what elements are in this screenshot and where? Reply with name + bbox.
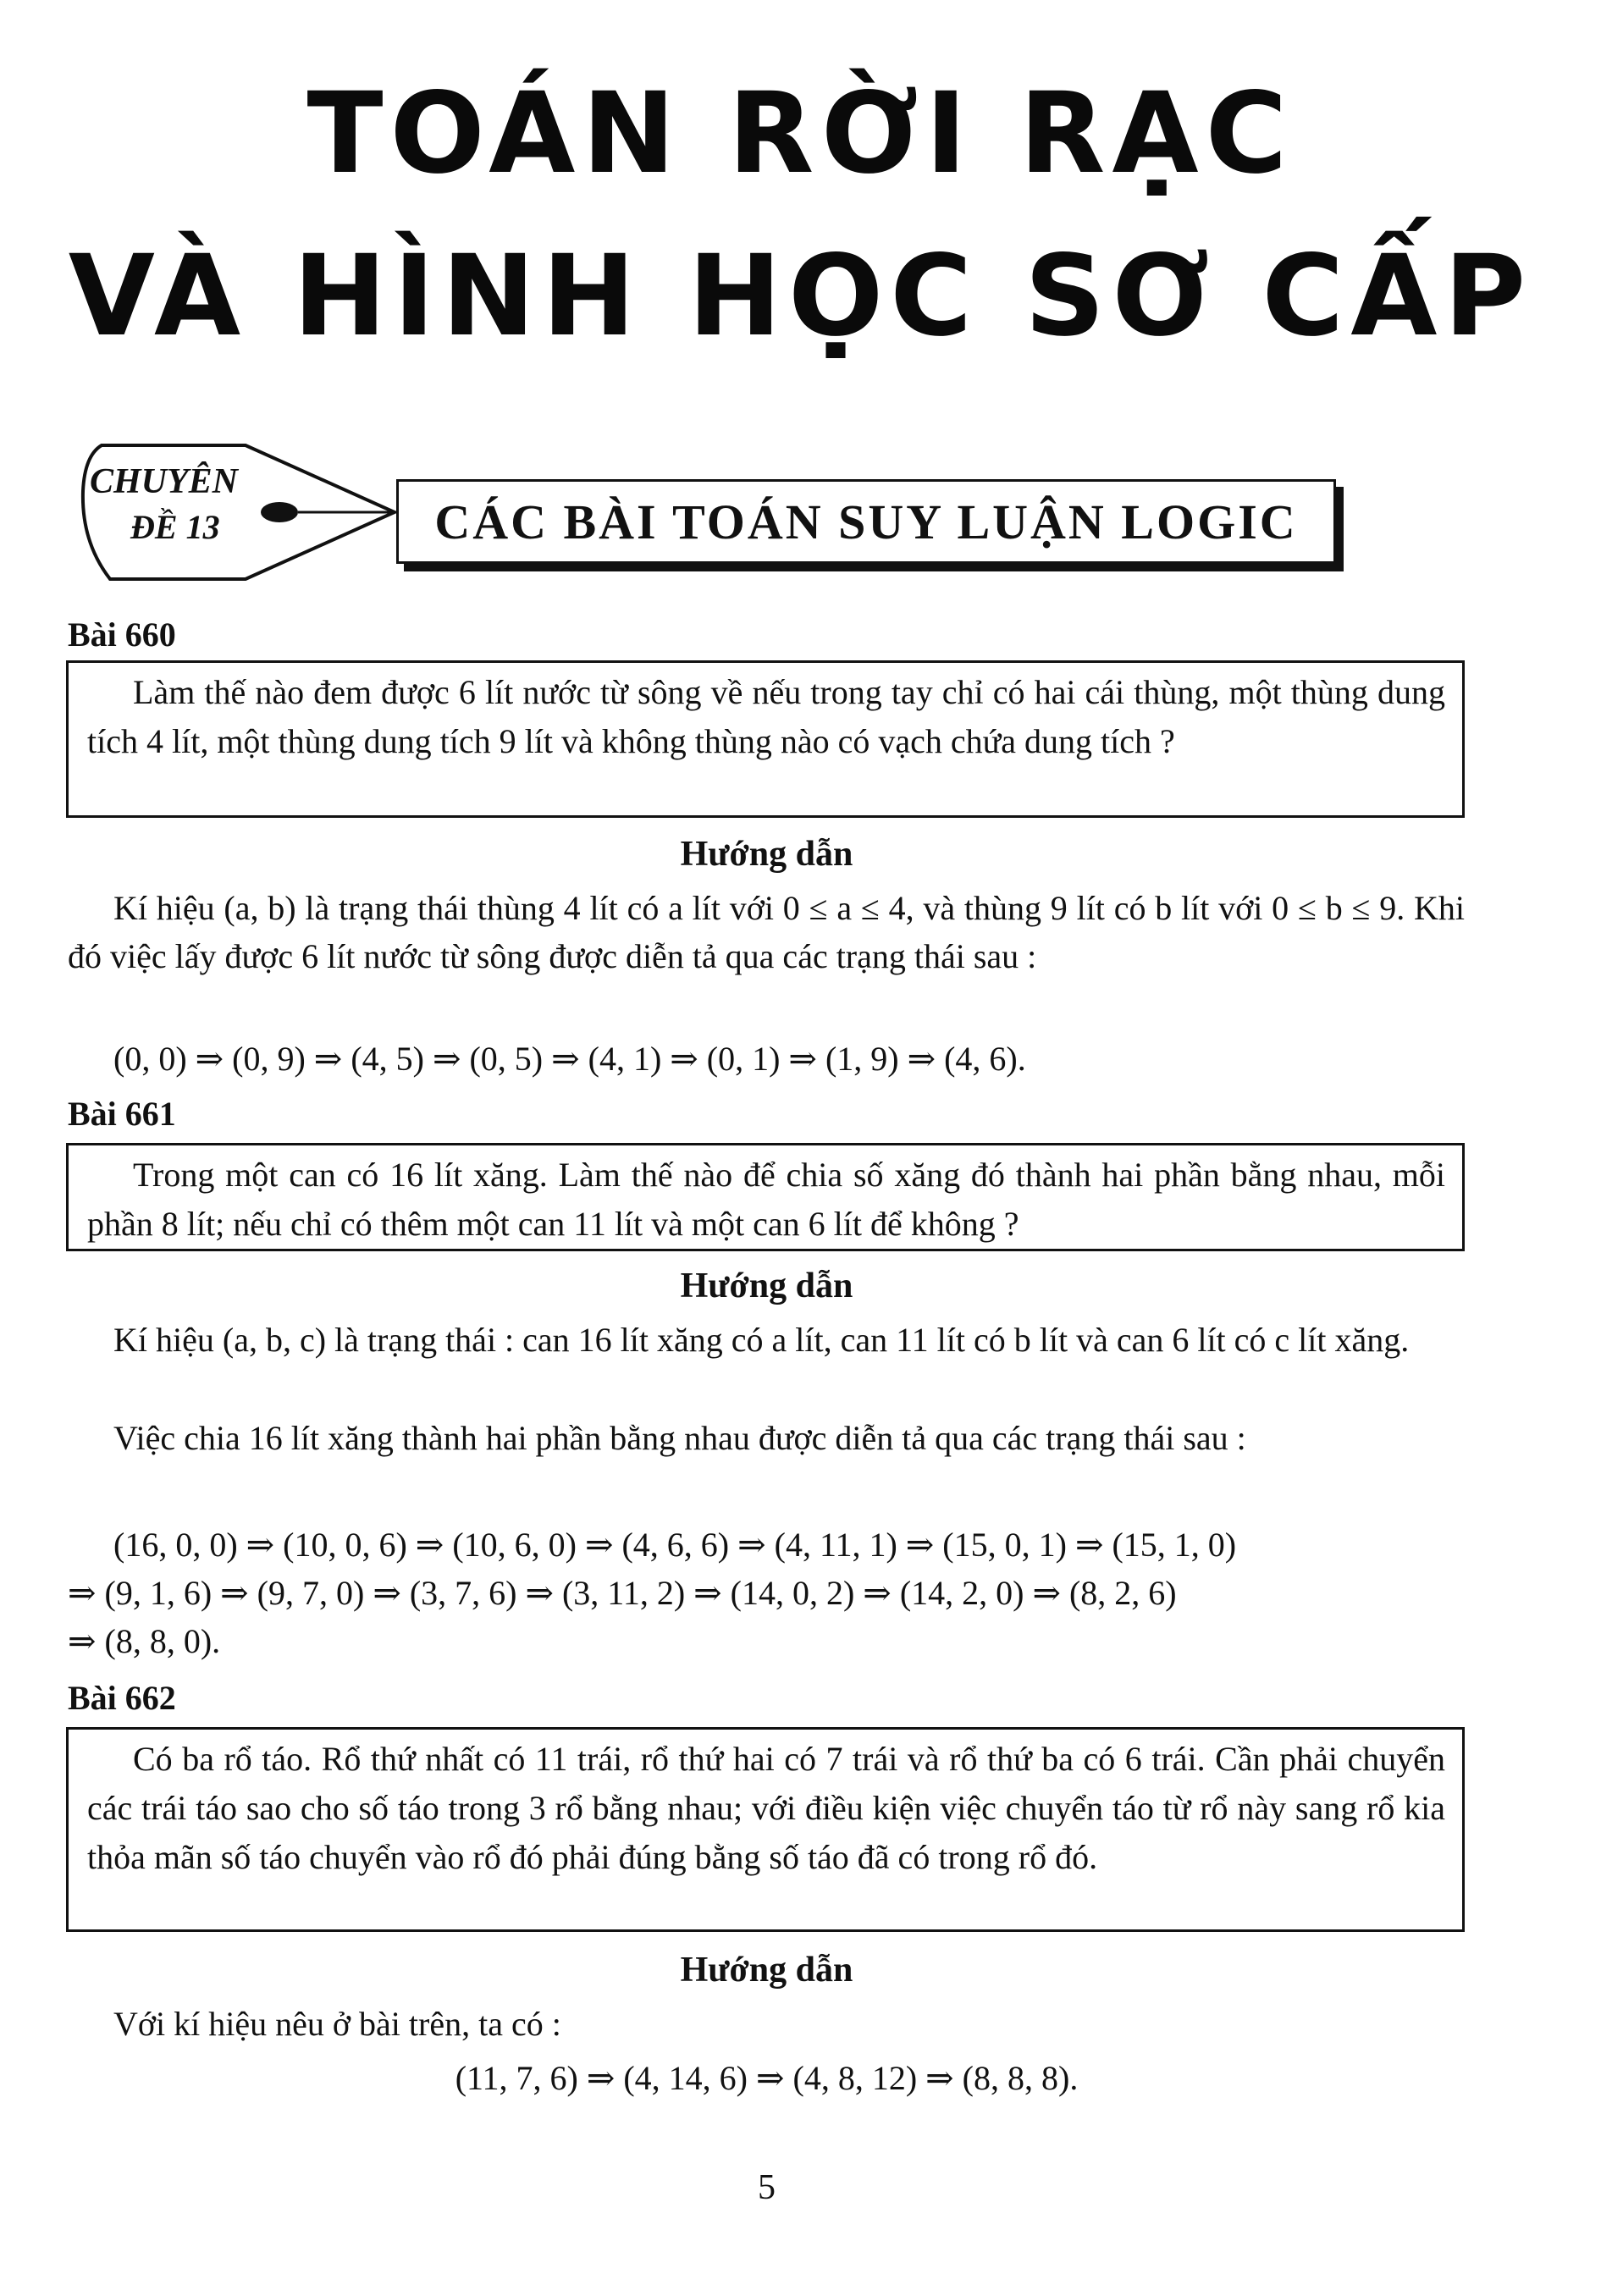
sequence-line: ⇒ (8, 8, 0).	[68, 1622, 221, 1660]
solution-sequence: (0, 0) ⇒ (0, 9) ⇒ (4, 5) ⇒ (0, 5) ⇒ (4, 1) ⇒ (0, 1) ⇒ (1, 9) ⇒ (4, 6).	[113, 1040, 1026, 1078]
problem-heading: Bài 660	[68, 615, 176, 654]
solution-text	[68, 1414, 1465, 1462]
problem-statement: Có ba rổ táo. Rổ thứ nhất có 11 trái, rổ thứ hai có 7 trái và rổ thứ ba có 6 trái. Cần phải chuyển các trái táo sao cho số táo trong 3 rổ bằng nhau; với điều kiện việc chuyển táo từ rổ này sang rổ kia thỏa mãn số táo chuyển vào rổ đó phải đúng bằng số táo đã có trong rổ đó.	[87, 1740, 1445, 1876]
guide-heading: Hướng dẫn	[680, 835, 853, 874]
problem-statement-box	[66, 660, 1465, 818]
solution-text-body: Với kí hiệu nêu ở bài trên, ta có :	[113, 2005, 561, 2043]
solution-text	[68, 1316, 1465, 1364]
problem-statement: Làm thế nào đem được 6 lít nước từ sông về nếu trong tay chỉ có hai cái thùng, một thùng dung tích 4 lít, một thùng dung tích 9 lít và không thùng nào có vạch chứa dung tích ?	[87, 673, 1445, 760]
chapter-label-line-1: CHUYÊN	[90, 462, 239, 501]
solution-sequence	[68, 1521, 1468, 1665]
chapter-label-line-2: ĐỀ 13	[130, 508, 220, 546]
sequence-line: ⇒ (9, 1, 6) ⇒ (9, 7, 0) ⇒ (3, 7, 6) ⇒ (3, 11, 2) ⇒ (14, 0, 2) ⇒ (14, 2, 0) ⇒ (8, 2, 6)	[68, 1574, 1177, 1612]
guide-heading: Hướng dẫn	[680, 1951, 853, 1990]
page-number: 5	[758, 2168, 776, 2207]
book-title-line-1: TOÁN RỜI RẠC	[306, 69, 1295, 199]
problem-heading: Bài 662	[68, 1679, 176, 1717]
chapter-topic	[396, 479, 1336, 564]
problem-statement-box	[66, 1143, 1465, 1251]
solution-text-body: Kí hiệu (a, b, c) là trạng thái : can 16 lít xăng có a lít, can 11 lít có b lít và can 6 lít có c lít xăng.	[113, 1321, 1410, 1359]
problem-statement-box	[66, 1727, 1465, 1932]
book-title-line-2: VÀ HÌNH HỌC SƠ CẤP	[68, 231, 1533, 362]
problem-statement: Trong một can có 16 lít xăng. Làm thế nào để chia số xăng đó thành hai phần bằng nhau, mỗi phần 8 lít; nếu chỉ có thêm một can 11 lít và một can 6 lít để không ?	[87, 1156, 1445, 1243]
solution-text	[68, 884, 1465, 980]
solution-text-body: Việc chia 16 lít xăng thành hai phần bằng nhau được diễn tả qua các trạng thái sau :	[113, 1419, 1246, 1457]
solution-text	[68, 2000, 1465, 2048]
solution-text-body: Kí hiệu (a, b) là trạng thái thùng 4 lít có a lít với 0 ≤ a ≤ 4, và thùng 9 lít có b lít với 0 ≤ b ≤ 9. Khi đó việc lấy được 6 lít nước từ sông được diễn tả qua các trạng thái sau :	[68, 889, 1465, 975]
problem-heading: Bài 661	[68, 1095, 176, 1133]
sequence-line: (16, 0, 0) ⇒ (10, 0, 6) ⇒ (10, 6, 0) ⇒ (4, 6, 6) ⇒ (4, 11, 1) ⇒ (15, 0, 1) ⇒ (15, 1, 0)	[113, 1526, 1237, 1564]
guide-heading: Hướng dẫn	[680, 1267, 853, 1305]
solution-sequence: (11, 7, 6) ⇒ (4, 14, 6) ⇒ (4, 8, 12) ⇒ (8, 8, 8).	[455, 2059, 1079, 2097]
chapter-topic-text: CÁC BÀI TOÁN SUY LUẬN LOGIC	[434, 494, 1298, 549]
